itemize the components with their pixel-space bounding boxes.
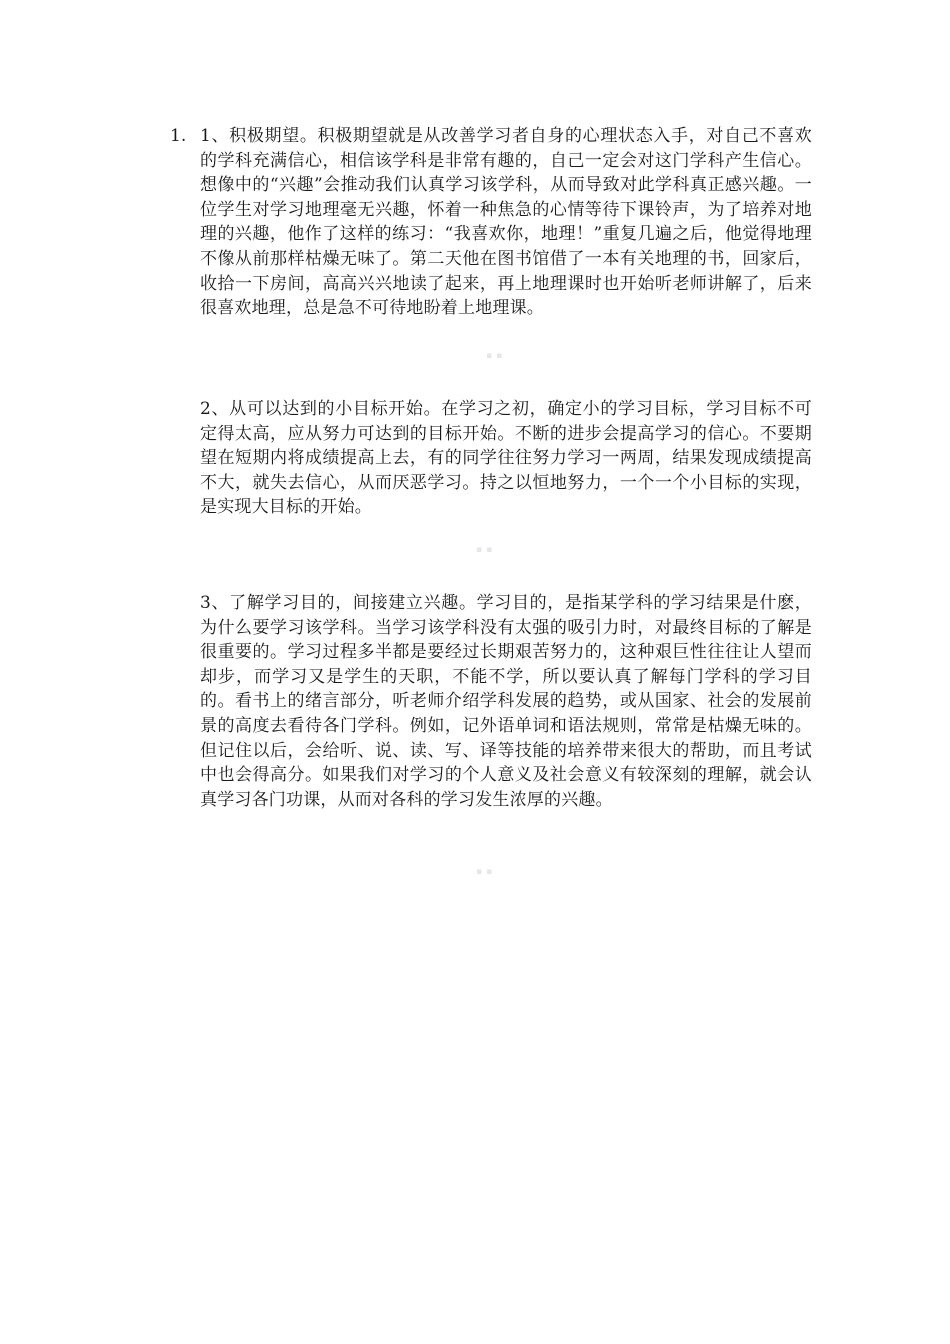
faint-mark: ▪▪ <box>486 351 507 361</box>
faint-mark: ▪▪ <box>476 867 497 877</box>
paragraph-3: 3、了解学习目的，间接建立兴趣。学习目的，是指某学科的学习结果是什麽，为什么要学习该学科。当学习该学科没有太强的吸引力时，对最终目标的了解是很重要的。学习过程多半都是要经过长期艰苦努力的，这种艰巨性往往让人望而却步，而学习又是学生的天职，不能不学，所以要认真了解每门学科的学习目的。看书上的绪言部分，听老师介绍学科发展的趋势，或从国家、社会的发展前景的高度去看待各门学科。例如，记外语单词和语法规则，常常是枯燥无味的。但记住以后，会给听、说、读、写、译等技能的培养带来很大的帮助，而且考试中也会得高分。如果我们对学习的个人意义及社会意义有较深刻的理解，就会认真学习各门功课，从而对各科的学习发生浓厚的兴趣。 <box>200 593 812 810</box>
faint-mark: ▪▪ <box>476 545 497 555</box>
list-number: 1. <box>170 126 187 146</box>
paragraph-2: 2、从可以达到的小目标开始。在学习之初，确定小的学习目标，学习目标不可定得太高，应从努力可达到的目标开始。不断的进步会提高学习的信心。不要期望在短期内将成绩提高上去，有的同学往往努力学习一两周，结果发现成绩提高不大，就失去信心，从而厌恶学习。持之以恒地努力，一个一个小目标的实现，是实现大目标的开始。 <box>200 399 812 518</box>
paragraph-1: 1、积极期望。积极期望就是从改善学习者自身的心理状态入手，对自己不喜欢的学科充满信心，相信该学科是非常有趣的，自己一定会对这门学科产生信心。想像中的“兴趣”会推动我们认真学习该学科，从而导致对此学科真正感兴趣。一位学生对学习地理毫无兴趣，怀着一种焦急的心情等待下课铃声，为了培养对地理的兴趣，他作了这样的练习：“我喜欢你，地理！”重复几遍之后，他觉得地理不像从前那样枯燥无味了。第二天他在图书馆借了一本有关地理的书，回家后，收拾一下房间，高高兴兴地读了起来，再上地理课时也开始听老师讲解了，后来很喜欢地理，总是急不可待地盼着上地理课。 <box>200 126 812 319</box>
